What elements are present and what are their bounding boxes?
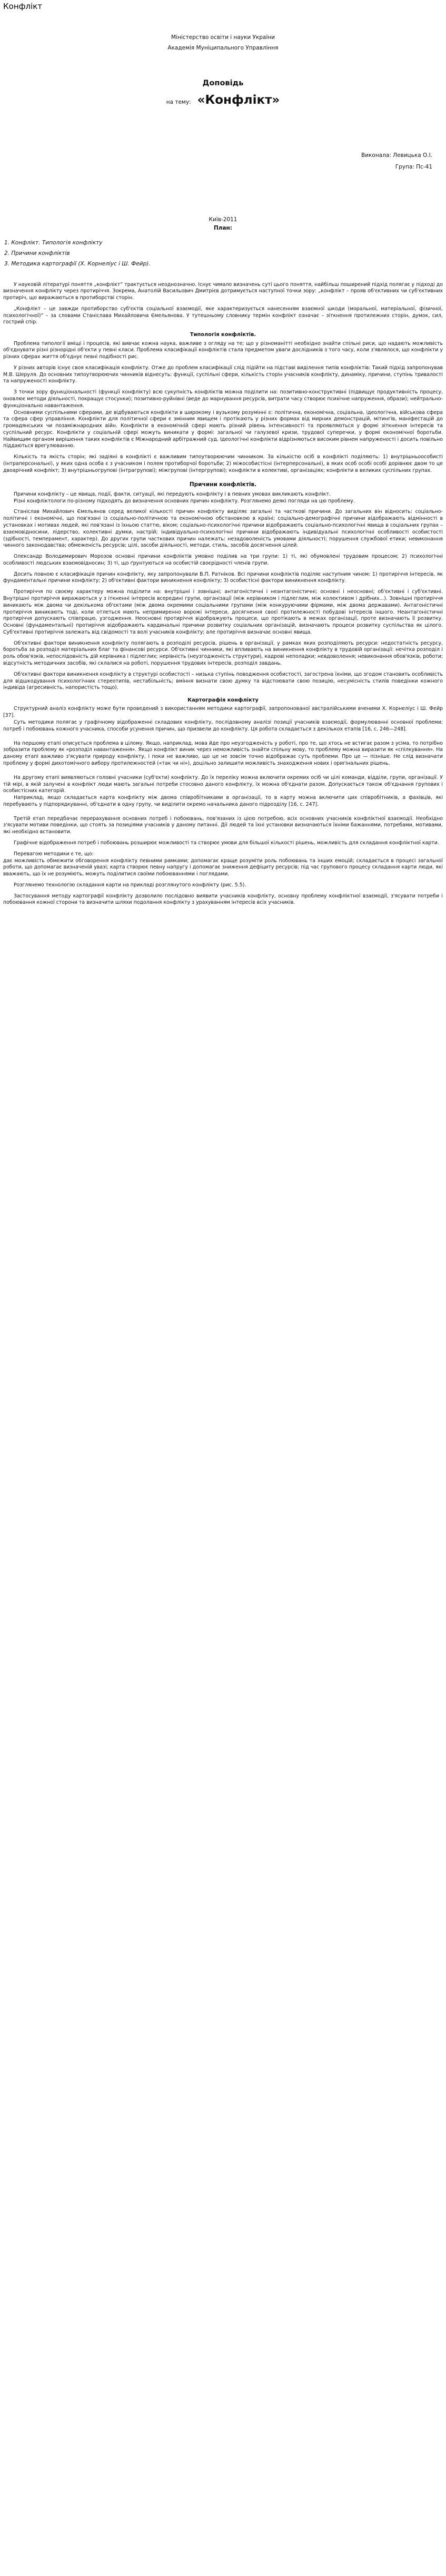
paragraph: Об'єктивні фактори виникнення конфлікту в структурі особистості – низька ступінь поводження особистості, загострена їхніми, що згодом становить особливість для відшкодування психологічних стереотипів, нестабільність; вміння визнати свою думку та відстоювати свою позицію, несумісність стилів поведінки кожного індивіда (агресивність, напористість тощо). [3, 671, 443, 691]
author-name: Виконала: Левицька О.І. [361, 152, 432, 159]
doc-label: Доповідь [202, 79, 244, 87]
ministry-line: Міністерство освіти і науки України [171, 34, 275, 41]
plan-item: 3. Методика картографії (Х. Корнеліус і Ш. Фейр). [4, 260, 151, 267]
plan-item: 2. Причини конфліктів [4, 250, 70, 256]
paragraph: Структурний аналіз конфлікту може бути проведений з використанням методики картографії, запропонованої австралійськими вченими Х. Корнеліус і Ш. Фейр [37]. [3, 706, 443, 719]
paragraph: Розглянемо технологію складання карти на прикладі розглянутого конфлікту (рис. 5.5). [14, 882, 246, 888]
paragraph: Третій етап передбачає перерахування основних потреб і побоювань, пов'язаних із цією потребою, всіх основних учасників конфліктної взаємодії. Необхідно з'ясувати мотиви поведінки, що стоять за позиціями учасників у даному питанні. Дії людей та їхні установки визначаються їхніми бажаннями, потребами, мотивами, які необхідно встановити. [3, 815, 443, 835]
section-heading: Причини конфліктів. [189, 481, 257, 488]
city-year: Київ-2011 [209, 216, 237, 223]
plan-title: План: [213, 225, 233, 232]
paragraph: Кількість та якість сторін; які задіяні в конфлікті є важливим типоутворюючим чинником. За кількістю осіб в конфлікті поділяють: 1) внутрішньоособисті (інтраперсональні), у яких одна особа є з учасником і полем протиборчої боротьби; 2) міжособистісні (інтерперсональні), в яких особ особі особі дорівнює двом то це двоарічний конфлікт; 3) внутрішньогрупові (інтрагрупові); міжгрупові (інтергрупові); конфлікти в колективі, організаціях; конфлікти в великих суспільних групах. [3, 454, 443, 473]
paragraph: Різні конфліктологи по-різному підходять до визначення основних причин конфлікту. Розглянемо деякі погляди на цю проблему. [14, 498, 355, 504]
paragraph: Досить повною є класифікація причин конфлікту, яку запропонували В.П. Ратніков. Всі причини конфліктів поділяє наступним чином: 1) протиріччя інтересів, як фундаментальні причини конфлікту; 2) об'єктивні фактори виникнення конфлікту; 3) особистісні фактори виникнення конфлікту. [3, 571, 443, 584]
title-page [3, 32, 443, 223]
window-title: Конфлікт [3, 2, 43, 11]
paragraph: З точки зору функціональності (функції конфлікту) всю сукупність конфліктів можна поділити на: позитивно-конструктивні (підвищує продуктивність процесу, оновлює методи діяльності, покращує стосунки); позитивно-руйнівні (веде до марнування ресурсів, витрати часу створює психічне напруження, образи); нейтрально-функціонально навантаження. [3, 389, 443, 409]
paragraph: Перевагою методики є те, що: [14, 851, 94, 857]
author-group: Група: Пс-41 [395, 163, 432, 170]
author-block [3, 150, 443, 173]
paragraph: Основними суспільними сферами, де відбуваються конфлікти в широкому і вузькому розумінні є: політична, економічна, соціальна, ідеологічна, військова сфера та сфера сфер управління. Конфлікти для політичної сфери є змінним явищем і протікають у різних формах від мирних демонстрацій, мітингів, маніфестацій до громадянських чи позаміжнародних війн. Конфлікти в економічній сфері мають різний рівень інтенсивності та проявляються у формі зіткнення інтересів та суспільний ресурс. Конфлікти у соціальній сфері можуть виникати у формі: загальної чи галузевої кризи, трудової суперечки, у формі економічної боротьби. Найвищим органом вирішення таких конфліктів є Міжнародний арбітражний суд. Ідеологічні конфлікти відрізняються високим рівнем напруженості і досить повільно піддаються врегулюванню. [3, 409, 443, 449]
cartography-section [3, 697, 443, 906]
paragraph: Наприклад, якщо складається карта конфлікту між двома співробітниками в організації, то в карту можна включити цих співробітників, а фахівців, які перебувають у підпорядкуванні, об'єднати в одну групу, чи виділити окремо начальника даного підрозділу [16, с. 247]. [3, 795, 443, 807]
plan-list [3, 238, 443, 269]
topic-title: «Конфлікт» [197, 93, 280, 107]
paragraph: Проблема типології вміщі і процесів, які вивчає кожна наука, важливе з огляду на те; що у різноманітті необхідно знайти спільні риси, що надають можливість об'єднувати різні різнорідні об'єкти у певні класи. Проблема класифікації конфліктів стала предметом уваги дослідників з того часу, коли з'являлося, що конфлікти у різних сферах життя об'єднує певні подібності рис. [3, 340, 443, 360]
causes-section [3, 481, 443, 692]
document-page [0, 0, 446, 912]
paragraph: У різних авторів існує своя класифікація конфлікту. Отже до проблем класифікації слід підійти на підставі виділення типів конфліктів: Такий підхід запропонував М.В. Шеруля. До основних типоутворюючих чинників віднесуть: функції, суспільні сфери, кількість сторін учасників конфлікту, динаміку, причини, ступінь тривалості та напруженості конфлікту. [3, 364, 443, 384]
intro-section [3, 282, 443, 327]
paragraph: Олександр Володимирович Морозов основні причини конфліктів умовно поділив на три групи: 1) ті, які обумовлені трудовим процесом; 2) психологічні особливості людських взаємовідносин; 3) ті, що ґрунтуються на особистій своєрідності членів групи. [3, 554, 443, 566]
paragraph: На першому етапі описується проблема в цілому. Якщо, наприклад, мова йде про неузгодженість у роботі, про те, що хтось не встигає разом з усіма, то потрібно зобразити проблему як «розподіл навантаження». Якщо конфлікт виник через неможливість знайти спільну мову, то проблему можна виразити як «спілкування». На даному етапі важливо з'ясувати природу конфлікту, і поки не важливо, що це не зовсім точно відображає суть проблеми. Про це — пізніше. Не слід визначати проблему у формі дихотомічного вибору протилежностей («так чи ні»), доцільно залишити можливість знаходження нових і оригінальних рішень. [3, 740, 443, 766]
paragraph: На другому етапі виявляються головні учасники (суб'єкти) конфлікту. До їх переліку можна включити окремих осіб чи цілі команди, відділи, групи, організації. У тій мірі, в якій залучені в конфлікт люди мають загальні потреби стосовно даного конфлікту, їх можна об'єднати разом. Допускається також об'єднання групових і особистісних категорій. [3, 774, 443, 794]
paragraph: Причини конфлікту – це явища, події, факти, ситуації, які передують конфлікту і в певних умовах викликають конфлікт. [14, 491, 331, 497]
paragraph: Суть методики полягає у графічному відображенні складових конфлікту, послідовному аналізі позиції учасників взаємодії, формулюванні основної проблеми; потреб і побоювань кожного учасника, способи усунення причин, що призвели до конфлікту. Ця робота складається з декількох етапів [16, с. 246—248]. [3, 719, 443, 732]
section-heading: Типологія конфліктів. [190, 332, 256, 338]
paragraph: У науковій літературі поняття „конфлікт” трактується неоднозначно. Існує чимало визначень суті цього поняття, найбільш поширений підхід полягає у підході до визначення конфлікту через протиріччя. Зокрема, Анатолій Васильович Дмитрієв дотримується наступної точки зору: „конфлікт – прояв об'єктивних чи суб'єктивних протиріч, що виражаються в протиборстві сторін. [3, 281, 443, 301]
paragraph: Станіслав Михайлович Ємельянов серед великої кількості причин конфлікту виділяє загальні та часткові причини. До загальних він відносить: соціально-політичні і економічні, що пов'язані із соціально-політичною та економічною обстановкою в країні; соціально-демографічні причини відображають відмінності в установках і мотивах людей, які пов'язані із їхньою статтю, віком; соціально-психологічні причини відображають соціально-психологічні явища в соціальних групах – взаємовідносини, лідерство, колективні думки, настрій; індивідуально-психологічні причини відображають індивідуальні психологічні особливості особистості (здібності, темперамент, характер). До других групи часткових причин належать: незадоволеність умовами діяльності; порушення службової етики; невиконання чинного законодавства; обмеженість ресурсів; цілі, засоби діяльності, методи, стиль, засобів досягнення цілей. [3, 509, 443, 549]
topic-row [3, 92, 443, 108]
paragraph: Застосування методу картографії конфлікту дозволило послідовно виявити учасників конфлікту, основну проблему конфліктної взаємодії, з'ясувати потреби і побоювання кожної сторони та визначити шляхи подолання конфлікту з урахуванням інтересів всіх учасників. [3, 893, 443, 906]
topic-label: на тему: [166, 98, 191, 105]
typology-section [3, 331, 443, 474]
paragraph: Протиріччя по своєму характеру можна поділити на: внутрішні і зовнішні; антагоністичні і неантагоністичні; основні і неосновні; об'єктивні і суб'єктивні. Внутрішні протиріччя виражаються у з іткненні інтересів всередині групи, організації (між керівником і підлеглим, між колективом і дрібних...). Зовнішні протиріччя виникають між двома чи декількома об'єктами (між двома окремими соціальними групами (між конкуруючими фірмами, між двома державами). Антагоністичні протиріччя виникають тоді, коли отлеться мають непримиренно ворожі інтереси, досягнення своєї протилежності побудові інтересів іншого. Неантагоністичні протиріччя допускають співпрацю, узгодження. Неосновні протиріччя відображують процеси, що протікають в межах організації, проте визначають її розвитку. Основні (фундаментальні) протиріччя відображають кардинальні причини розвитку соціальних організацій, визначають процеси розвитку суспільства як цілого. Суб'єктивні протиріччя залежать від свідомості та волі учасників конфлікту; але протиріччя визначає основні явища. [3, 589, 443, 635]
section-heading: Картографія конфлікту [187, 697, 259, 704]
paragraph: Графічне відображення потреб і побоювань розширює можливості та створює умови для більшої кількості рішень, можливість для складання конфліктної карти. [14, 840, 439, 846]
academy-line: Академія Муніципального Управління [167, 45, 279, 51]
paragraph: дає можливість обмежити обговорення конфлікту певними рамками; допомагає краще розуміти роль побоювань та інших емоцій; складається в процесі загальної роботи, що допомагає визначеній увазі; карта створює певну напругу і допомагає зниження дефіциту ресурсів; під час групового процесу складання карти люди, які вважають, що їх не розуміють, можуть поділитися своїми побоюваннями і поглядами. [3, 857, 443, 877]
paragraph: Об'єктивні фактори виникнення конфлікту полягають в розподілі ресурсів, рішень в організації, у рамках яких розподіляють ресурси: недостатність ресурсу, боротьба за розподіл матеріальних благ та фінансові ресурси. Об'єктивні чинники, які впливають на виникнення конфлікту в трудовій організації: нечітка розподіл і роль обов'язків, непослідовність дій керівника і підлеглих; нерівність (неузгодженість структури), кадрові неполадки; невдоволення; невиконання обов'язків, роботи; відсутність методичних засобів, які склалися на роботі, порушення трудових інтересів, розподіл завдань. [3, 640, 443, 667]
plan-item: 1. Конфлікт. Типологія конфлікту [4, 239, 103, 246]
paragraph: „Конфлікт – це завжди протиборство суб'єктів соціальної взаємодії, яке характеризується нанесенням взаємної шкоди (моральної, матеріальної, фізичної, психологічної)” – за словами Станіслава Михайловича Ємельянова. У тутешньому словнику термін конфлікт означає – зіткнення протилежних сторін, думок, сил, гострий спір. [3, 305, 443, 325]
